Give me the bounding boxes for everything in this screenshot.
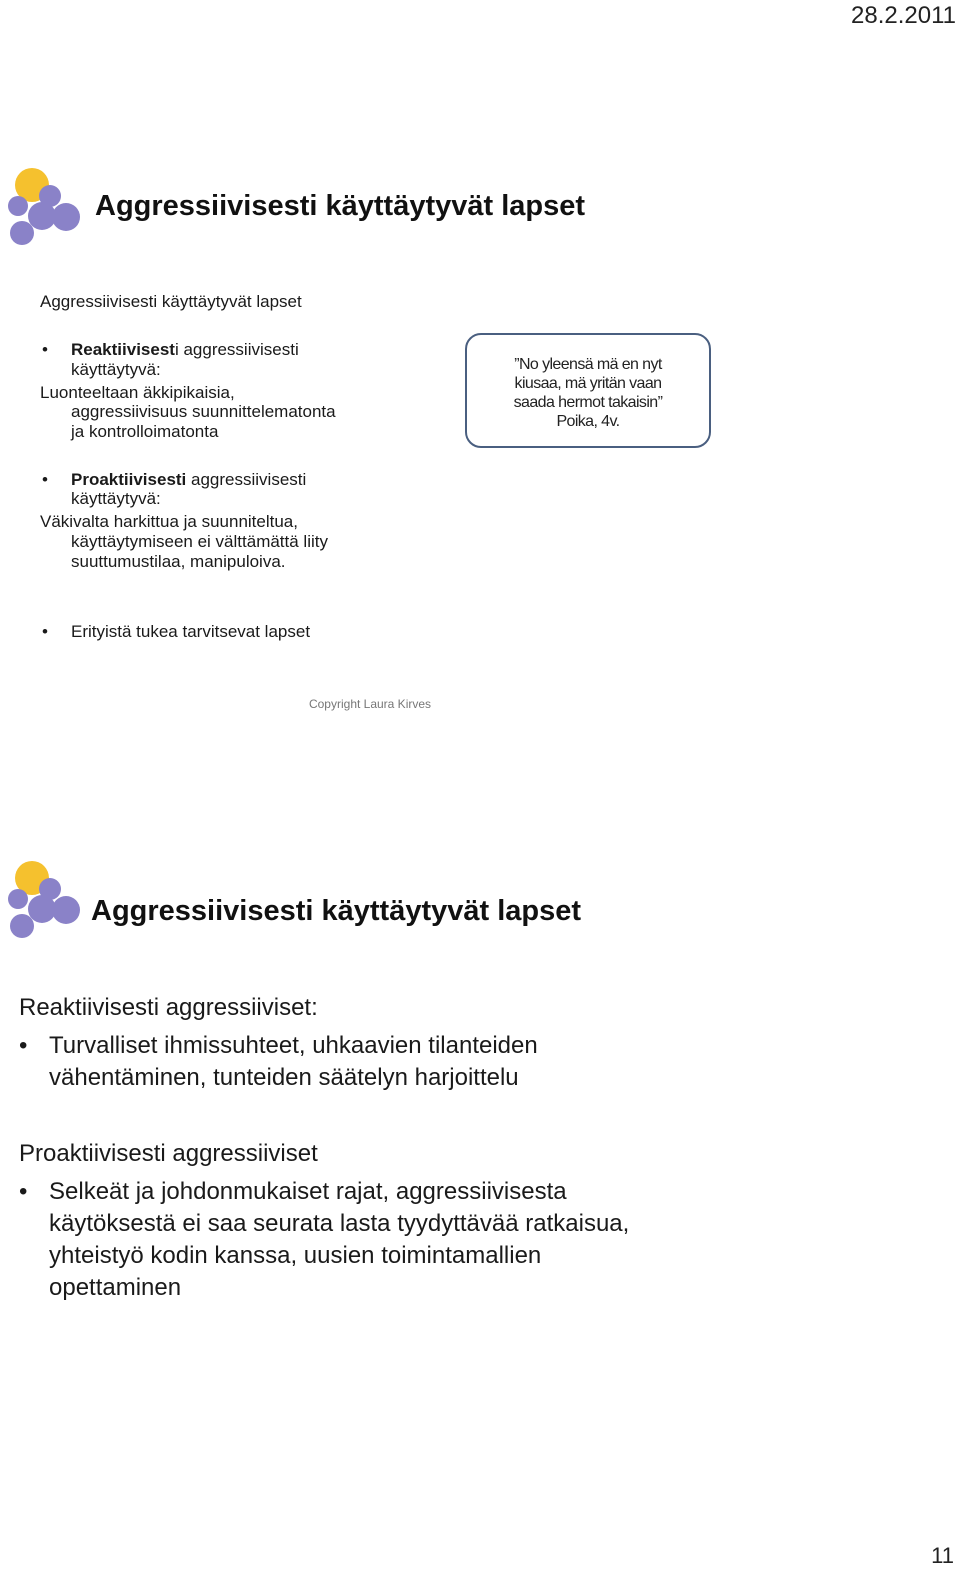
proactive-strategies-heading: Proaktiivisesti aggressiiviset xyxy=(19,1140,318,1167)
bullet-dot-icon: • xyxy=(42,340,48,359)
quote-box xyxy=(465,333,711,448)
reactive-line2: käyttäytyvä: xyxy=(71,360,161,379)
reactive-strategy-line2: vähentäminen, tunteiden säätelyn harjoittelu xyxy=(49,1064,519,1091)
proactive-line2: käyttäytyvä: xyxy=(71,489,161,508)
proactive-strategy-line2: käytöksestä ei saa seurata lasta tyydyttävää ratkaisua, xyxy=(49,1210,630,1237)
reactive-line5: ja kontrolloimatonta xyxy=(71,422,219,441)
reactive-bold: Reaktiivisest xyxy=(71,340,175,359)
reactive-strategies-heading: Reaktiivisesti aggressiiviset: xyxy=(19,994,318,1021)
proactive-heading xyxy=(71,470,306,490)
proactive-bold: Proaktiivisesti xyxy=(71,470,187,489)
proactive-line4: käyttäytymiseen ei välttämättä liity xyxy=(71,532,328,551)
quote-line2: kiusaa, mä yritän vaan xyxy=(514,375,662,392)
bullet-dot-icon: • xyxy=(19,1178,28,1205)
proactive-strategy-line3: yhteistyö kodin kanssa, uusien toimintamallien xyxy=(49,1242,542,1269)
quote-line1: ”No yleensä mä en nyt xyxy=(514,356,662,373)
reactive-rest: i aggressiivisesti xyxy=(174,340,299,359)
proactive-line3: Väkivalta harkittua ja suunniteltua, xyxy=(40,512,298,531)
quote-text xyxy=(467,355,709,431)
bullet-dot-icon: • xyxy=(19,1032,28,1059)
reactive-heading xyxy=(71,340,299,360)
slide1-title: Aggressiivisesti käyttäytyvät lapset xyxy=(95,190,586,222)
proactive-strategy-line1: Selkeät ja johdonmukaiset rajat, aggressiivisesta xyxy=(49,1178,567,1205)
proactive-line5: suuttumustilaa, manipuloiva. xyxy=(71,552,286,571)
document-date: 28.2.2011 xyxy=(851,2,956,29)
proactive-rest: aggressiivisesti xyxy=(186,470,307,489)
reactive-line3: Luonteeltaan äkkipikaisia, xyxy=(40,383,235,402)
reactive-line4: aggressiivisuus suunnittelematonta xyxy=(71,402,336,421)
people-logo-icon xyxy=(4,859,82,939)
bullet-dot-icon: • xyxy=(42,622,48,641)
proactive-strategy-line4: opettaminen xyxy=(49,1274,182,1301)
quote-line3: saada hermot takaisin” xyxy=(513,394,663,411)
bullet-dot-icon: • xyxy=(42,470,48,489)
quote-line4: Poika, 4v. xyxy=(556,413,620,430)
copyright-note: Copyright Laura Kirves xyxy=(308,697,432,711)
slide2-title: Aggressiivisesti käyttäytyvät lapset xyxy=(91,895,582,927)
reactive-strategy-line1: Turvalliset ihmissuhteet, uhkaavien tilanteiden xyxy=(49,1032,538,1059)
special-support-item: Erityistä tukea tarvitsevat lapset xyxy=(71,622,311,641)
page-number: 11 xyxy=(931,1543,954,1568)
slide1-subtitle: Aggressiivisesti käyttäytyvät lapset xyxy=(40,292,302,311)
people-logo-icon xyxy=(4,166,82,246)
